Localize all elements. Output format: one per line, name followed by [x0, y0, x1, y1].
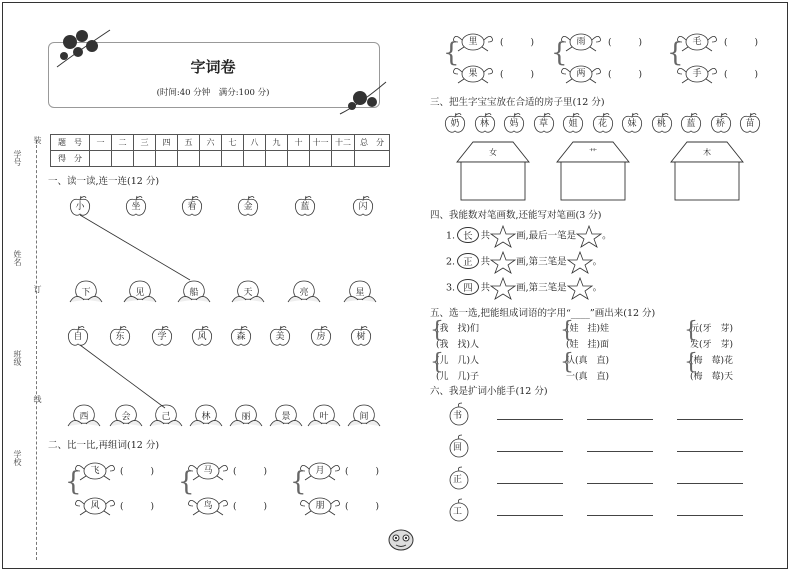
char-label: 苗: [745, 119, 755, 129]
char-label: 蓝: [686, 119, 696, 129]
strawberry-char-card: [620, 112, 644, 134]
star-icon: [490, 251, 516, 273]
score-table-column-head: 十: [288, 135, 310, 151]
crab-char-card: [185, 494, 231, 516]
star-answer-box[interactable]: [490, 283, 516, 294]
house-label: 木: [703, 148, 711, 157]
page-subtitle: (时间:40 分钟 满分:100 分): [156, 88, 270, 98]
char-label: 美: [275, 332, 285, 342]
char-label: 下: [81, 288, 91, 298]
oval-char: 四: [457, 279, 479, 295]
item-text: 。: [592, 256, 603, 268]
star-icon: [567, 277, 593, 299]
answer-parentheses[interactable]: ( ): [608, 70, 643, 80]
house-label: 女: [489, 148, 497, 157]
char-label: 两: [576, 69, 586, 79]
strawberry-char-card: [679, 112, 703, 134]
word-choice-option[interactable]: (我 找)们: [436, 324, 480, 334]
answer-blank[interactable]: [587, 515, 653, 516]
score-table-column-head: 十一: [310, 135, 332, 151]
star-answer-box[interactable]: [567, 283, 593, 294]
score-table-column-head: 一: [90, 135, 112, 151]
char-label: 花: [597, 119, 607, 129]
answer-parentheses[interactable]: ( ): [345, 502, 380, 512]
strawberry-char-card: [591, 112, 615, 134]
item-text: 共: [480, 256, 491, 268]
strawberry-char-card: [443, 112, 467, 134]
word-choice-option[interactable]: 一(真 直): [566, 372, 610, 382]
char-label: 桃: [656, 119, 666, 129]
answer-parentheses[interactable]: ( ): [500, 70, 535, 80]
brace: {: [430, 350, 444, 375]
char-label: 飞: [90, 466, 100, 476]
brace: {: [684, 350, 698, 375]
expand-word-char: [448, 499, 468, 519]
item-text: 共: [480, 282, 491, 294]
oval-char: 正: [457, 253, 479, 269]
score-table-column-head: 二: [112, 135, 134, 151]
char-label: 桥: [715, 119, 725, 129]
item-text: 共: [480, 230, 491, 242]
char-label: 毛: [692, 37, 702, 47]
answer-blank[interactable]: [497, 451, 563, 452]
answer-parentheses[interactable]: ( ): [500, 38, 535, 48]
char-label: 马: [203, 466, 213, 476]
crab-char-card: [297, 494, 343, 516]
word-choice-option[interactable]: (梅 莓)花: [690, 356, 734, 366]
answer-parentheses[interactable]: ( ): [608, 38, 643, 48]
word-choice-option[interactable]: 沅(牙 芽): [690, 324, 734, 334]
brace: {: [684, 318, 698, 343]
word-choice-option[interactable]: (儿 几)人: [436, 356, 480, 366]
score-table-column-head: 八: [244, 135, 266, 151]
brace: {: [560, 318, 574, 343]
section6-heading: 六、我是扩词小能手(12 分): [430, 386, 548, 397]
char-label: 妹: [627, 119, 637, 129]
char-label: 风: [197, 332, 207, 342]
char-label: 朋: [315, 501, 325, 511]
answer-blank[interactable]: [677, 451, 743, 452]
char-label: 书: [453, 411, 463, 421]
word-choice-option[interactable]: (我 找)人: [436, 340, 480, 350]
item-text: 。: [602, 230, 612, 242]
answer-blank[interactable]: [677, 419, 743, 420]
char-label: 林: [201, 412, 211, 422]
char-label: 里: [468, 37, 478, 47]
item-text: 画,第三笔是: [516, 282, 567, 294]
answer-blank[interactable]: [587, 419, 653, 420]
char-label: 丽: [241, 412, 251, 422]
char-label: 小: [75, 202, 85, 212]
char-label: 草: [538, 119, 548, 129]
char-label: 妈: [509, 119, 519, 129]
answer-blank[interactable]: [677, 483, 743, 484]
answer-parentheses[interactable]: ( ): [120, 502, 155, 512]
score-table-column-head: 六: [200, 135, 222, 151]
answer-blank[interactable]: [497, 515, 563, 516]
stroke-count-item: [446, 277, 602, 299]
item-number: 1.: [446, 230, 456, 242]
word-choice-option[interactable]: 发(牙 芽): [690, 340, 734, 350]
score-table-column-head: 七: [222, 135, 244, 151]
strawberry-char-card: [650, 112, 674, 134]
char-label: 正: [453, 475, 463, 485]
score-table-column-head: 五: [178, 135, 200, 151]
word-choice-option[interactable]: (娃 挂)面: [566, 340, 610, 350]
label-xingming: 姓名: [13, 250, 22, 266]
answer-parentheses[interactable]: ( ): [120, 467, 155, 477]
oval-char: 长: [457, 227, 479, 243]
char-label: 会: [121, 412, 131, 422]
char-label: 坐: [131, 202, 141, 212]
brace: {: [430, 318, 444, 343]
char-label: 东: [115, 332, 125, 342]
score-table-column-head: 总 分: [355, 135, 390, 151]
item-text: 。: [592, 282, 603, 294]
char-label: 学: [157, 332, 167, 342]
brace: {: [178, 467, 195, 497]
word-choice-option[interactable]: (娃 挂)娃: [566, 324, 610, 334]
char-label: 工: [453, 507, 463, 517]
score-table-label: 得 分: [51, 151, 90, 167]
stroke-count-item: [446, 225, 612, 247]
char-label: 星: [355, 288, 365, 298]
item-number: 2.: [446, 256, 456, 268]
score-table-column-head: 三: [134, 135, 156, 151]
char-label: 见: [135, 288, 145, 298]
char-label: 闪: [358, 202, 368, 212]
char-label: 林: [479, 119, 489, 129]
house-drawing: [555, 140, 631, 206]
char-label: 树: [356, 332, 366, 342]
char-label: 金: [243, 202, 253, 212]
strawberry-char-card: [532, 112, 556, 134]
char-label: 看: [187, 202, 197, 212]
expand-word-char: [448, 403, 468, 423]
char-label: 鸟: [203, 501, 213, 511]
answer-blank[interactable]: [497, 419, 563, 420]
item-number: 3.: [446, 282, 456, 294]
strawberry-char-card: [561, 112, 585, 134]
label-xian: 线: [33, 395, 42, 403]
stroke-count-item: [446, 251, 602, 273]
char-label: 风: [90, 501, 100, 511]
answer-parentheses[interactable]: ( ): [724, 70, 759, 80]
char-label: 房: [316, 332, 326, 342]
word-choice-option[interactable]: (儿 几)子: [436, 372, 480, 382]
item-text: 画,第三笔是: [516, 256, 567, 268]
answer-parentheses[interactable]: ( ): [233, 502, 268, 512]
label-zhuang: 装: [33, 136, 42, 144]
char-label: 回: [453, 443, 463, 453]
char-label: 自: [73, 332, 83, 342]
char-label: 月: [315, 466, 325, 476]
star-answer-box[interactable]: [576, 231, 602, 242]
answer-parentheses[interactable]: ( ): [724, 38, 759, 48]
word-choice-option[interactable]: (梅 莓)天: [690, 372, 734, 382]
strawberry-char-card: [709, 112, 733, 134]
connection-line: [80, 215, 190, 280]
char-label: 叶: [319, 412, 329, 422]
brace: {: [65, 467, 82, 497]
brace: {: [443, 38, 460, 68]
word-choice-option[interactable]: 认(真 直): [566, 356, 610, 366]
answer-parentheses[interactable]: ( ): [345, 467, 380, 477]
char-label: 船: [189, 288, 199, 298]
answer-parentheses[interactable]: ( ): [233, 467, 268, 477]
brace: {: [551, 38, 568, 68]
char-label: 奶: [450, 119, 460, 129]
score-table-column-head: 九: [266, 135, 288, 151]
strawberry-char-card: [502, 112, 526, 134]
char-label: 手: [692, 69, 702, 79]
char-label: 景: [281, 412, 291, 422]
crab-char-card: [72, 494, 118, 516]
house-drawing: [669, 140, 745, 206]
label-xuexiao: 学校: [13, 450, 22, 466]
label-ding: 订: [33, 285, 42, 293]
star-answer-box[interactable]: [490, 231, 516, 242]
expand-word-char: [448, 435, 468, 455]
label-banji: 班级: [13, 350, 22, 366]
score-table-column-head: 十二: [332, 135, 355, 151]
star-answer-box[interactable]: [567, 257, 593, 268]
page-title: 字词卷: [190, 58, 236, 76]
section1-heading: 一、读一读,连一连(12 分): [48, 176, 160, 187]
brace: {: [560, 350, 574, 375]
house-label: 艹: [589, 148, 597, 157]
char-label: 间: [359, 412, 369, 422]
brace: {: [667, 38, 684, 68]
answer-blank[interactable]: [677, 515, 743, 516]
mascot-icon: [386, 524, 416, 554]
star-answer-box[interactable]: [490, 257, 516, 268]
char-label: 西: [79, 412, 89, 422]
section5-heading: 五、选一选,把能组成词语的字用“____”画出来(12 分): [430, 308, 656, 319]
strawberry-char-card: [738, 112, 762, 134]
section2-heading: 二、比一比,再组词(12 分): [48, 440, 160, 451]
star-icon: [490, 277, 516, 299]
house-drawing: [455, 140, 531, 206]
star-icon: [490, 225, 516, 247]
char-label: 果: [468, 69, 478, 79]
char-label: 森: [236, 332, 246, 342]
char-label: 天: [243, 288, 253, 298]
strawberry-char-card: [473, 112, 497, 134]
expand-word-char: [448, 467, 468, 487]
score-table-label: 题 号: [51, 135, 90, 151]
answer-blank[interactable]: [587, 483, 653, 484]
char-label: 姐: [568, 119, 578, 129]
answer-blank[interactable]: [497, 483, 563, 484]
star-icon: [576, 225, 602, 247]
char-label: 雨: [576, 37, 586, 47]
item-text: 画,最后一笔是: [516, 230, 577, 242]
connection-line: [80, 345, 165, 408]
section3-heading: 三、把生字宝宝放在合适的房子里(12 分): [430, 97, 605, 108]
char-label: 蓝: [300, 202, 310, 212]
star-icon: [567, 251, 593, 273]
char-label: 亮: [299, 288, 309, 298]
brace: {: [290, 467, 307, 497]
answer-blank[interactable]: [587, 451, 653, 452]
char-label: 己: [161, 412, 171, 422]
score-table-column-head: 四: [156, 135, 178, 151]
label-xuehao: 学号: [13, 150, 22, 166]
section4-heading: 四、我能数对笔画数,还能写对笔画(3 分): [430, 210, 602, 221]
